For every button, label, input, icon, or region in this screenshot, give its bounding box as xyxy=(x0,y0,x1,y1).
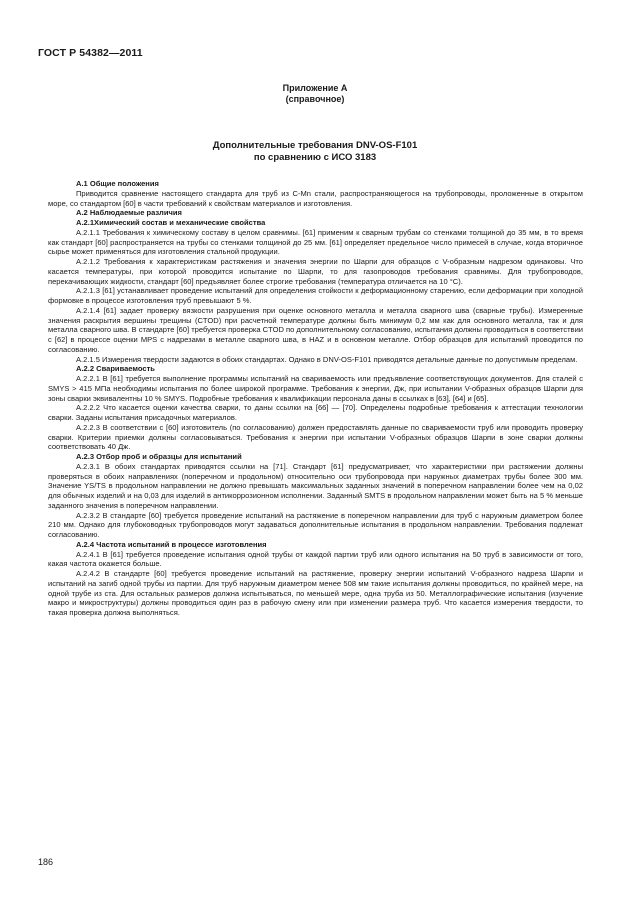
section-heading: А.2 Наблюдаемые различия xyxy=(76,208,182,218)
section-heading: А.1 Общие положения xyxy=(76,179,159,188)
section-heading: А.2.4 Частота испытаний в процессе изготовления xyxy=(76,539,267,549)
paragraph: А.2.1.1 Требования к химическому составу в целом сравнимы. [61] применим к сварным трубам со стенками толщиной до 35 мм, в то время как стандарт [60] распространяется на трубы со стенками толщиной до 25 мм. [61] определяет предельное число примесей в случае, когда вторичное сырье может применяться для изготовления стальной продукции. xyxy=(48,227,583,257)
section-heading: А.2.3 Отбор проб и образцы для испытаний xyxy=(76,452,242,461)
paragraph: А.2.2.2 Что касается оценки качества сварки, то даны ссылки на [66] — [70]. Определены подробные требования к аттестации технологии сварки. Заданы испытания присадочных материалов. xyxy=(48,403,583,422)
document-body xyxy=(48,179,583,618)
standard-designation: ГОСТ Р 54382—2011 xyxy=(38,47,143,59)
appendix-title: Приложение А xyxy=(282,83,348,93)
section-heading: А.2.1Химический состав и механические свойства xyxy=(76,218,266,227)
paragraph: А.2.1.4 [61] задает проверку вязкости разрушения при оценке основного металла и металла сварного шва (сварные трубы). Измеренные значения раскрытия вершины трещины (CTOD) при расчетной температуре должны быть минимум 0,2 мм как для основного металла, так и для металла сварного шва. В стандарте [60] требуется проверка CTOD по дополнительному согласованию, испытания должны проводиться в соответствии с [62] в процессе оценки MPS с надрезами в металле сварного шва, в HAZ и в основном металле. Отбор образцов для испытаний проводится по согласованию. xyxy=(48,305,583,354)
document-title-line-1: Дополнительные требования DNV-OS-F101 xyxy=(212,140,418,151)
paragraph: А.2.3.1 В обоих стандартах приводятся ссылки на [71]. Стандарт [61] предусматривает, что характеристики при растяжении должны проверяться в обоих направлениях (поперечном и продольном) относительно оси трубопровода при наружных диаметрах трубы более 300 мм. Значение YS/TS в продольном направлении не должно превышать максимальных заданных значений в поперечном направлении более чем на 0,02 для обычных изделий и на 0,03 для изделий в антикоррозионном исполнении. Заданный SMTS в продольном направлении может быть на 5 % меньше заданного значения в поперечном направлении. xyxy=(48,461,583,510)
page-number: 186 xyxy=(38,857,54,867)
paragraph: А.2.1.3 [61] устанавливает проведение испытаний для определения стойкости к деформационному старению, если деформации при холодной формовке в процессе изготовления труб превышают 5 %. xyxy=(48,286,583,305)
paragraph: А.2.1.2 Требования к характеристикам растяжения и значения энергии по Шарпи для образцов с V-образным надрезом одинаковы. Что касается температуры, при которой проводится испытание по Шарпи, то для газопроводов требования сравнимы. Для трубопроводов, перекачивающих жидкости, стандарт [60] предъявляет более строгие требования (температура отличается на 10 °С). xyxy=(48,257,583,286)
paragraph: А.2.1.5 Измерения твердости задаются в обоих стандартах. Однако в DNV-OS-F101 приводятся детальные данные по допустимым пределам. xyxy=(76,354,578,364)
paragraph: А.2.4.1 В [61] требуется проведение испытания одной трубы от каждой партии труб или одного испытания на 50 труб в зависимости от того, какая частота окажется больше. xyxy=(48,549,583,569)
paragraph: А.2.3.2 В стандарте [60] требуется проведение испытаний на растяжение в поперечном направлении для труб с наружным диаметром более 210 мм. Однако для глубоководных трубопроводов могут задаваться дополнительные испытания в продольном направлении. Требования подлежат согласованию. xyxy=(48,510,583,539)
paragraph: Приводится сравнение настоящего стандарта для труб из C-Mn стали, распространяющегося на трубопроводы, проложенные в открытом море, со стандартом [60] в части требований к свойствам материалов и изготовления. xyxy=(48,188,583,208)
paragraph: А.2.2.3 В соответствии с [60] изготовитель (по согласованию) должен предоставлять данные по свариваемости труб или проводить проверку сварки. Критерии приемки должны согласовываться. Требования к энергии при испытании V-образных образцов Шарпи в зоне сварки должны соответствовать 40 Дж. xyxy=(48,422,583,452)
paragraph: А.2.4.2 В стандарте [60] требуется проведение испытаний на растяжение, проверку энергии испытаний V-образного надреза Шарпи и испытаний на загиб одной трубы из партии. Для труб наружным диаметром менее 508 мм такие испытания должны проводиться, по крайней мере, на одной трубе из ста. Для остальных размеров должна испытываться, по меньшей мере, одна труба из 50. Металлографические испытания (изучение макро и микроструктуры) должны проводиться один раз в рабочую смену или при изменении размера труб. Что касается измерения твердости, то такая проверка должна выполняться. xyxy=(48,569,583,617)
paragraph: А.2.2.1 В [61] требуется выполнение программы испытаний на свариваемость или предъявление соответствующих документов. Для сталей с SMYS > 415 МПа необходимы испытания по более широкой программе. Требования к энергии, Дж, при испытании V-образных образцов Шарпи для зоны сварки эквивалентны 10 % SMYS. Подробные требования к квалификации персонала даны в ссылках в [63], [64] и [65]. xyxy=(48,374,583,403)
section-heading: А.2.2 Свариваемость xyxy=(76,364,155,374)
appendix-type: (справочное) xyxy=(285,94,345,104)
document-title-line-2: по сравнению с ИСО 3183 xyxy=(253,152,377,163)
